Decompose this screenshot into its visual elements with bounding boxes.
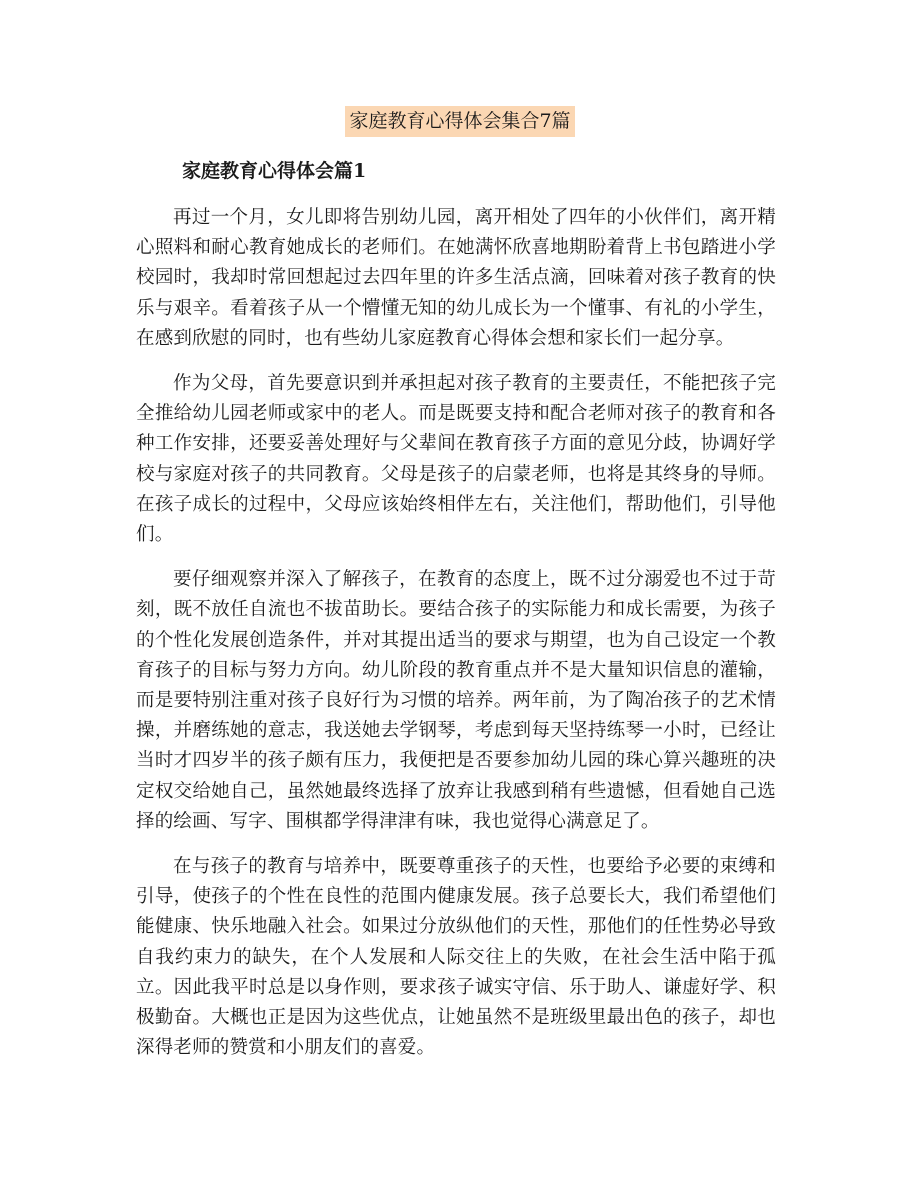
section-heading: 家庭教育心得体会篇1 bbox=[182, 160, 367, 182]
paragraph-2: 作为父母，首先要意识到并承担起对孩子教育的主要责任，不能把孩子完全推给幼儿园老师或家中的老人。而是既要支持和配合老师对孩子的教育和各种工作安排，还要妥善处理好与父辈间在教育孩子方面的意见分歧，协调好学校与家庭对孩子的共同教育。父母是孩子的启蒙老师，也将是其终身的导师。在孩子成长的过程中，父母应该始终相伴左右，关注他们，帮助他们，引导他们。 bbox=[136, 373, 776, 546]
paragraph-1: 再过一个月，女儿即将告别幼儿园，离开相处了四年的小伙伴们，离开精心照料和耐心教育她成长的老师们。在她满怀欣喜地期盼着背上书包踏进小学校园时，我却时常回想起过去四年里的许多生活点滴，回味着对孩子教育的快乐与艰辛。看着孩子从一个懵懂无知的幼儿成长为一个懂事、有礼的小学生，在感到欣慰的同时，也有些幼儿家庭教育心得体会想和家长们一起分享。 bbox=[136, 207, 776, 349]
paragraph-4: 在与孩子的教育与培养中，既要尊重孩子的天性，也要给予必要的束缚和引导，使孩子的个性在良性的范围内健康发展。孩子总要长大，我们希望他们能健康、快乐地融入社会。如果过分放纵他们的天性，那他们的任性势必导致自我约束力的缺失，在个人发展和人际交往上的失败，在社会生活中陷于孤立。因此我平时总是以身作则，要求孩子诚实守信、乐于助人、谦虚好学、积极勤奋。大概也正是因为这些优点，让她虽然不是班级里最出色的孩子，却也深得老师的赞赏和小朋友们的喜爱。 bbox=[136, 856, 776, 1059]
document-title-text: 家庭教育心得体会集合7篇 bbox=[345, 106, 574, 137]
document-body bbox=[136, 203, 776, 1078]
document-title bbox=[0, 106, 920, 136]
paragraph-3: 要仔细观察并深入了解孩子，在教育的态度上，既不过分溺爱也不过于苛刻，既不放任自流也不拔苗助长。要结合孩子的实际能力和成长需要，为孩子的个性化发展创造条件，并对其提出适当的要求与期望，也为自己设定一个教育孩子的目标与努力方向。幼儿阶段的教育重点并不是大量知识信息的灌输，而是要特别注重对孩子良好行为习惯的培养。两年前，为了陶冶孩子的艺术情操，并磨练她的意志，我送她去学钢琴，考虑到每天坚持练琴一小时，已经让当时才四岁半的孩子颇有压力，我便把是否要参加幼儿园的珠心算兴趣班的决定权交给她自己，虽然她最终选择了放弃让我感到稍有些遗憾，但看她自己选择的绘画、写字、围棋都学得津津有味，我也觉得心满意足了。 bbox=[136, 569, 776, 832]
